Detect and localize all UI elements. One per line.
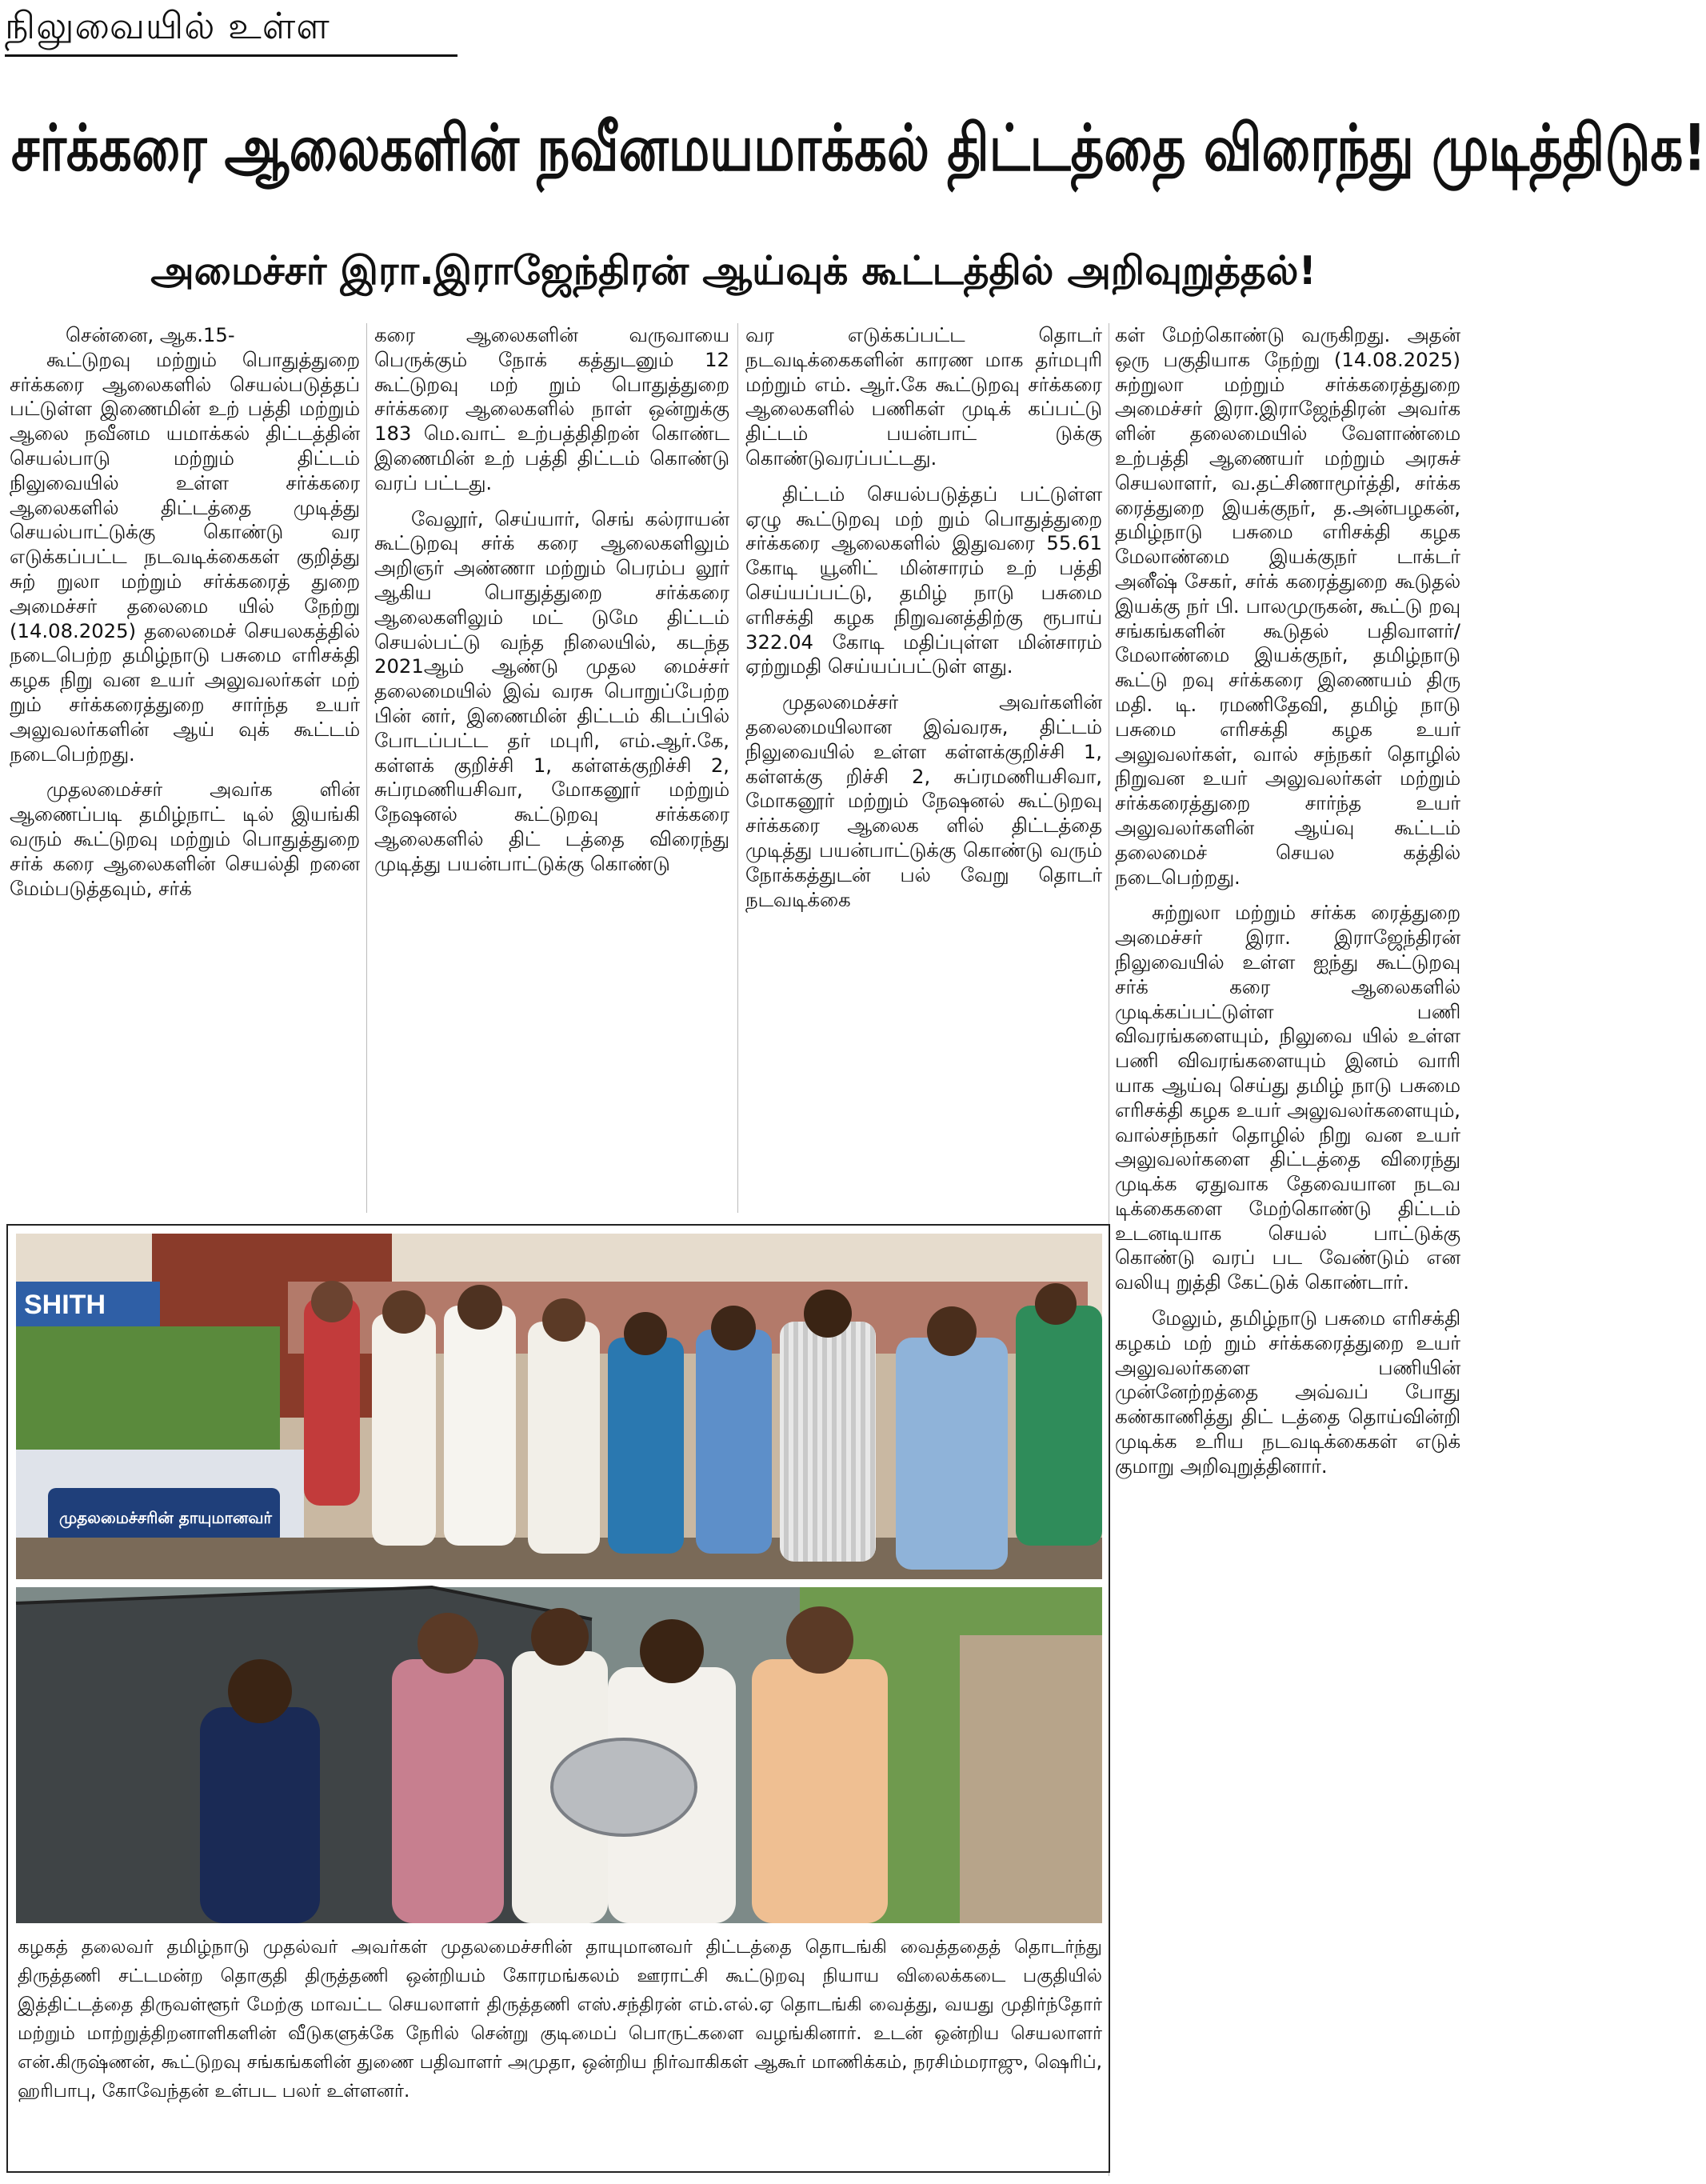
article-column-2: [374, 323, 729, 1213]
article-column-3: [745, 323, 1102, 1213]
photo-box: [6, 1224, 1110, 2173]
paragraph: திட்டம் செயல்படுத்தப் பட்டுள்ள ஏழு கூட்டுறவு மற் றும் பொதுத்துறை சர்க்கரை ஆலைகளில் இதுவரை 55.61 கோடி யூனிட் மின்சாரம் உற் பத்தி செய்யப்பட்டு, தமிழ் நாடு பசுமை எரிசக்தி கழக நிறுவனத்திற்கு ரூபாய் 322.04 கோடி மதிப்புள்ள மின்சாரம் ஏற்றுமதி செய்யப்பட்டுள் ளது.: [745, 482, 1102, 678]
article-column-4: [1115, 323, 1460, 2176]
paragraph: கள் மேற்கொண்டு வருகிறது. அதன் ஒரு பகுதியாக நேற்று (14.08.2025) சுற்றுலா மற்றும் சர்க்கரைத்துறை அமைச்சர் இரா.இராஜேந்திரன் அவர்க ளின் தலைமையில் வேளாண்மை உற்பத்தி ஆணையர் மற்றும் அரசுச் செயலாளர், வ.தட்சிணாமூர்த்தி, சர்க்க ரைத்துறை இயக்குநர், த.அன்பழகன், தமிழ்நாடு பசுமை எரிசக்தி கழக மேலாண்மை இயக்குநர் டாக்டர் அனீஷ் சேகர், சர்க் கரைத்துறை கூடுதல் இயக்கு நர் பி. பாலமுருகன், கூட்டு றவு சங்கங்களின் கூடுதல் பதிவாளர்/ மேலாண்மை இயக்குநர், தமிழ்நாடு கூட்டு றவு சர்க்கரை இணையம் திரு மதி. டி. ரமணிதேவி, தமிழ் நாடு பசுமை எரிசக்தி கழக உயர் அலுவலர்கள், வால் சந்நகர் தொழில் நிறுவன உயர் அலுவலர்கள் மற்றும் சர்க்கரைத்துறை சார்ந்த உயர் அலுவலர்களின் ஆய்வு கூட்டம் தலைமைச் செயல கத்தில் நடைபெற்றது.: [1115, 323, 1460, 889]
headline: சர்க்கரை ஆலைகளின் நவீனமயமாக்கல் திட்டத்தை விரைந்து முடித்திடுக!: [11, 111, 1706, 186]
column-divider: [366, 323, 367, 1213]
photo-group-event-image: [16, 1234, 1102, 1579]
photo-ration-delivery-image: [16, 1587, 1102, 1923]
photo-ration-delivery: [16, 1587, 1102, 1923]
vehicle-text: முதலமைச்சரின் தாயுமானவர்: [59, 1508, 272, 1527]
photo-group-event: [16, 1234, 1102, 1579]
paragraph: கூட்டுறவு மற்றும் பொதுத்துறை சர்க்கரை ஆலைகளில் செயல்படுத்தப் பட்டுள்ள இணைமின் உற் பத்தி மற்றும் ஆலை நவீனம யமாக்கல் திட்டத்தின் செயல்பாடு மற்றும் திட்டம் நிலுவையில் உள்ள சர்க்கரை ஆலைகளில் திட்டத்தை முடித்து செயல்பாட்டுக்கு கொண்டு வர எடுக்கப்பட்ட நடவடிக்கைகள் குறித்து சுற் றுலா மற்றும் சர்க்கரைத் துறை அமைச்சர் தலைமை யில் நேற்று (14.08.2025) தலைமைச் செயலகத்தில் நடைபெற்ற தமிழ்நாடு பசுமை எரிசக்தி கழக நிறு வன உயர் அலுவலர்கள் மற் றும் சர்க்கரைத்துறை சார்ந்த உயர் அலுவலர்களின் ஆய் வுக் கூட்டம் நடைபெற்றது.: [10, 347, 360, 766]
paragraph: சுற்றுலா மற்றும் சர்க்க ரைத்துறை அமைச்சர் இரா. இராஜேந்திரன் நிலுவையில் உள்ள ஐந்து கூட்டுறவு சர்க் கரை ஆலைகளில் முடிக்கப்பட்டுள்ள பணி விவரங்களையும், நிலுவை யில் உள்ள பணி விவரங்களையும் இனம் வாரி யாக ஆய்வு செய்து தமிழ் நாடு பசுமை எரிசக்தி கழக உயர் அலுவலர்களையும், வால்சந்நகர் தொழில் நிறு வன உயர் அலுவலர்களை திட்டத்தை விரைந்து முடிக்க ஏதுவாக தேவையான நடவ டிக்கைகளை மேற்கொண்டு திட்டம் உடனடியாக செயல் பாட்டுக்கு கொண்டு வரப் பட வேண்டும் என வலியு றுத்தி கேட்டுக் கொண்டார்.: [1115, 901, 1460, 1294]
paragraph: வேலூர், செய்யார், செங் கல்ராயன் கூட்டுறவு சர்க் கரை ஆலைகளிலும் அறிஞர் அண்ணா மற்றும் பெரம்ப லூர் ஆகிய பொதுத்துறை சர்க்கரை ஆலைகளிலும் மட் டுமே திட்டம் செயல்பட்டு வந்த நிலையில், கடந்த 2021ஆம் ஆண்டு முதல மைச்சர் தலைமையில் இவ் வரசு பொறுப்பேற்ற பின் னர், இணைமின் திட்டம் கிடப்பில் போடப்பட்ட தர் மபுரி, எம்.ஆர்.கே, கள்ளக் குறிச்சி 1, கள்ளக்குறிச்சி 2, சுப்ரமணியசிவா, மோகனூர் மற்றும் நேஷனல் கூட்டுறவு சர்க்கரை ஆலைகளில் திட் டத்தை விரைந்து முடித்து பயன்பாட்டுக்கு கொண்டு: [374, 506, 729, 875]
photo-caption: கழகத் தலைவர் தமிழ்நாடு முதல்வர் அவர்கள் முதலமைச்சரின் தாயுமானவர் திட்டத்தை தொடங்கி வைத்ததைத் தொடர்ந்து திருத்தணி சட்டமன்ற தொகுதி திருத்தணி ஒன்றியம் கோரமங்கலம் ஊராட்சி கூட்டுறவு நியாய விலைக்கடை பகுதியில் இத்திட்டத்தை திருவள்ளூர் மேற்கு மாவட்ட செயலாளர் திருத்தணி எஸ்.சந்திரன் எம்.எல்.ஏ தொடங்கி வைத்து, வயது முதிர்ந்தோர் மற்றும் மாற்றுத்திறனாளிகளின் வீடுகளுக்கே நேரில் சென்று குடிமைப் பொருட்களை வழங்கினார். உடன் ஒன்றிய செயலாளர் என்.கிருஷ்ணன், கூட்டுறவு சங்கங்களின் துணை பதிவாளர் அமுதா, ஒன்றிய நிர்வாகிகள் ஆகூர் மாணிக்கம், நரசிம்மராஜு, ஷெரிப், ஹரிபாபு, கோவேந்தன் உள்பட பலர் உள்ளனர்.: [18, 1937, 1102, 2102]
paragraph: கரை ஆலைகளின் வருவாயை பெருக்கும் நோக் கத்துடனும் 12 கூட்டுறவு மற் றும் பொதுத்துறை சர்க்கரை ஆலைகளில் நாள் ஒன்றுக்கு 183 மெ.வாட் உற்பத்திதிறன் கொண்ட இணைமின் உற் பத்தி திட்டம் கொண்டு வரப் பட்டது.: [374, 323, 729, 494]
section-tag: நிலுவையில் உள்ள: [5, 0, 457, 57]
paragraph: முதலமைச்சர் அவர்க ளின் ஆணைப்படி தமிழ்நாட் டில் இயங்கி வரும் கூட்டுறவு மற்றும் பொதுத்துறை சர்க் கரை ஆலைகளின் செயல்தி றனை மேம்படுத்தவும், சர்க்: [10, 778, 360, 900]
subheadline: அமைச்சர் இரா.இராஜேந்திரன் ஆய்வுக் கூட்டத்தில் அறிவுறுத்தல்!: [150, 248, 1316, 294]
column-divider: [737, 323, 738, 1213]
banner-text: SHITH: [24, 1290, 106, 1320]
article-column-1: [10, 323, 360, 1213]
paragraph: முதலமைச்சர் அவர்களின் தலைமையிலான இவ்வரசு, திட்டம் நிலுவையில் உள்ள கள்ளக்குறிச்சி 1, கள்ளக்கு றிச்சி 2, சுப்ரமணியசிவா, மோகனூர் மற்றும் நேஷனல் கூட்டுறவு சர்க்கரை ஆலைக ளில் திட்டத்தை முடித்து பயன்பாட்டுக்கு கொண்டு வரும் நோக்கத்துடன் பல் வேறு தொடர் நடவடிக்கை: [745, 690, 1102, 911]
dateline: சென்னை, ஆக.15-: [66, 323, 235, 346]
paragraph: மேலும், தமிழ்நாடு பசுமை எரிசக்தி கழகம் மற் றும் சர்க்கரைத்துறை உயர் அலுவலர்களை பணியின் முன்னேற்றத்தை அவ்வப் போது கண்காணித்து திட் டத்தை தொய்வின்றி முடிக்க உரிய நடவடிக்கைகள் எடுக் குமாறு அறிவுறுத்தினார்.: [1115, 1306, 1460, 1478]
paragraph: வர எடுக்கப்பட்ட தொடர் நடவடிக்கைகளின் காரண மாக தர்மபுரி மற்றும் எம். ஆர்.கே கூட்டுறவு சர்க்கரை ஆலைகளில் பணிகள் முடிக் கப்பட்டு திட்டம் பயன்பாட் டுக்கு கொண்டுவரப்பட்டது.: [745, 323, 1102, 470]
